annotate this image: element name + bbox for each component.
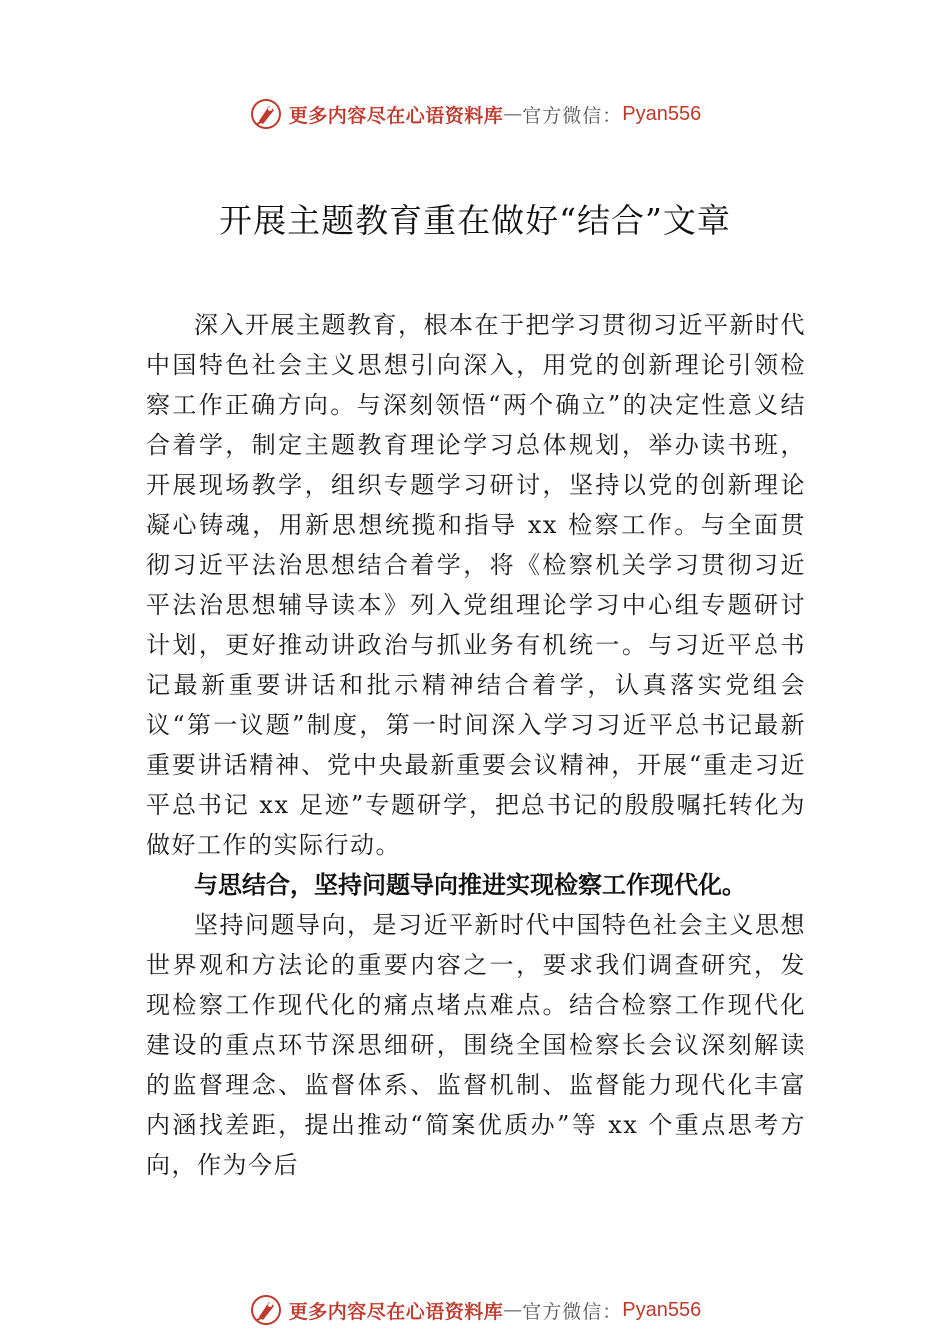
document-body <box>146 305 806 1185</box>
watermark-wechat-label: 官方微信： <box>522 104 623 127</box>
pen-nib-logo-icon <box>249 97 283 131</box>
watermark-dash: — <box>503 1299 523 1321</box>
watermark-wechat-id: Pyan556 <box>622 1298 702 1321</box>
watermark-brand-text: 更多内容尽在心语资料库 <box>288 104 504 127</box>
watermark-brand-text: 更多内容尽在心语资料库 <box>288 1300 504 1323</box>
pen-nib-logo-icon <box>249 1293 283 1327</box>
section-heading: 与思结合，坚持问题导向推进实现检察工作现代化。 <box>194 871 746 899</box>
watermark-wechat-label: 官方微信： <box>522 1300 623 1323</box>
watermark-banner-bottom <box>0 1288 950 1332</box>
paragraph-2: 坚持问题导向，是习近平新时代中国特色社会主义思想世界观和方法论的重要内容之一，要求我们调查研究，发现检察工作现代化的痛点堵点难点。结合检察工作现代化建设的重点环节深思细研，围绕全国检察长会议深刻解读的监督理念、监督体系、监督机制、监督能力现代化丰富内涵找差距，提出推动“简案优质办”等 xx 个重点思考方向，作为今后 <box>146 911 806 1179</box>
watermark-dash: — <box>503 103 523 125</box>
watermark-wechat-id: Pyan556 <box>622 102 702 125</box>
watermark-banner-top <box>0 92 950 136</box>
document-title: 开展主题教育重在做好“结合”文章 <box>219 201 731 240</box>
paragraph-1: 深入开展主题教育，根本在于把学习贯彻习近平新时代中国特色社会主义思想引向深入，用党的创新理论引领检察工作正确方向。与深刻领悟“两个确立”的决定性意义结合着学，制定主题教育理论学习总体规划，举办读书班，开展现场教学，组织专题学习研讨，坚持以党的创新理论凝心铸魂，用新思想统揽和指导 xx 检察工作。与全面贯彻习近平法治思想结合着学，将《检察机关学习贯彻习近平法治思想辅导读本》列入党组理论学习中心组专题研讨计划，更好推动讲政治与抓业务有机统一。与习近平总书记最新重要讲话和批示精神结合着学，认真落实党组会议“第一议题”制度，第一时间深入学习习近平总书记最新重要讲话精神、党中央最新重要会议精神，开展“重走习近平总书记 xx 足迹”专题研学，把总书记的殷殷嘱托转化为做好工作的实际行动。 <box>146 311 806 859</box>
